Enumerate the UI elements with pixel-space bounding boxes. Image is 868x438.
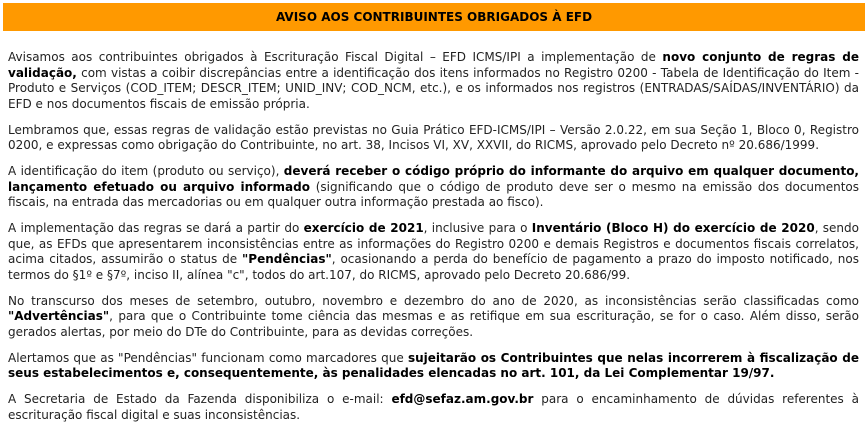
paragraph-4: A implementação das regras se dará a partir do exercício de 2021, inclusive para o Inventário (Bloco H) do exercício de 2020, sendo que, as EFDs que apresentarem inconsistências entre as informações do Registro 0200 e demais Registros e documentos fiscais correlatos, acima citados, assumirão o status de "Pendências", ocasionando a perda do benefício de pagamento a prazo do imposto notificado, nos termos do §1º e §7º, inciso II, alínea "c", todos do art.107, do RICMS, aprovado pelo Decreto 20.686/99. (8, 221, 860, 282)
notice-body (8, 50, 859, 434)
paragraph-6: Alertamos que as "Pendências" funcionam como marcadores que sujeitarão os Contribuintes que nelas incorrerem à fiscalização de seus estabelecimentos e, consequentemente, às penalidades elencadas no art. 101, da Lei Complementar 19/97. (8, 350, 859, 380)
contact-email: efd@sefaz.am.gov.br (391, 392, 534, 406)
paragraph-3: A identificação do item (produto ou serviço), deverá receber o código próprio do informante do arquivo em qualquer documento, lançamento efetuado ou arquivo informado (significando que o código de produto deve ser o mesmo na emissão dos documentos fiscais, na entrada das mercadorias ou em qualquer outra informação prestada ao fisco). (8, 164, 859, 209)
paragraph-2: Lembramos que, essas regras de validação estão previstas no Guia Prático EFD-ICMS/IPI – Versão 2.0.22, em sua Seção 1, Bloco 0, Registro 0200, e expressas como obrigação do Contribuinte, no art. 38, Incisos VI, XV, XXVII, do RICMS, aprovado pelo Decreto nº 20.686/1999. (8, 122, 859, 152)
notice-banner (3, 3, 865, 31)
paragraph-7: A Secretaria de Estado da Fazenda disponibiliza o e-mail: efd@sefaz.am.gov.br para o encaminhamento de dúvidas referentes à escrituração fiscal digital e suas inconsistências. (8, 392, 859, 422)
paragraph-5: No transcurso dos meses de setembro, outubro, novembro e dezembro do ano de 2020, as inconsistências serão classificadas como "Advertências", para que o Contribuinte tome ciência das mesmas e as retifique em sua escrituração, se for o caso. Além disso, serão gerados alertas, por meio do DTe do Contribuinte, para as devidas correções. (8, 293, 859, 339)
notice-title: AVISO AOS CONTRIBUINTES OBRIGADOS À EFD (275, 10, 593, 24)
paragraph-1: Avisamos aos contribuintes obrigados à Escrituração Fiscal Digital – EFD ICMS/IPI a implementação de novo conjunto de regras de validação, com vistas a coibir discrepâncias entre a identificação dos itens informados no Registro 0200 - Tabela de Identificação do Item - Produto e Serviços (COD_ITEM; DESCR_ITEM; UNID_INV; COD_NCM, etc.), e os informados nos registros (ENTRADAS/SAÍDAS/INVENTÁRIO) da EFD e nos documentos fiscais de emissão própria. (8, 50, 859, 111)
